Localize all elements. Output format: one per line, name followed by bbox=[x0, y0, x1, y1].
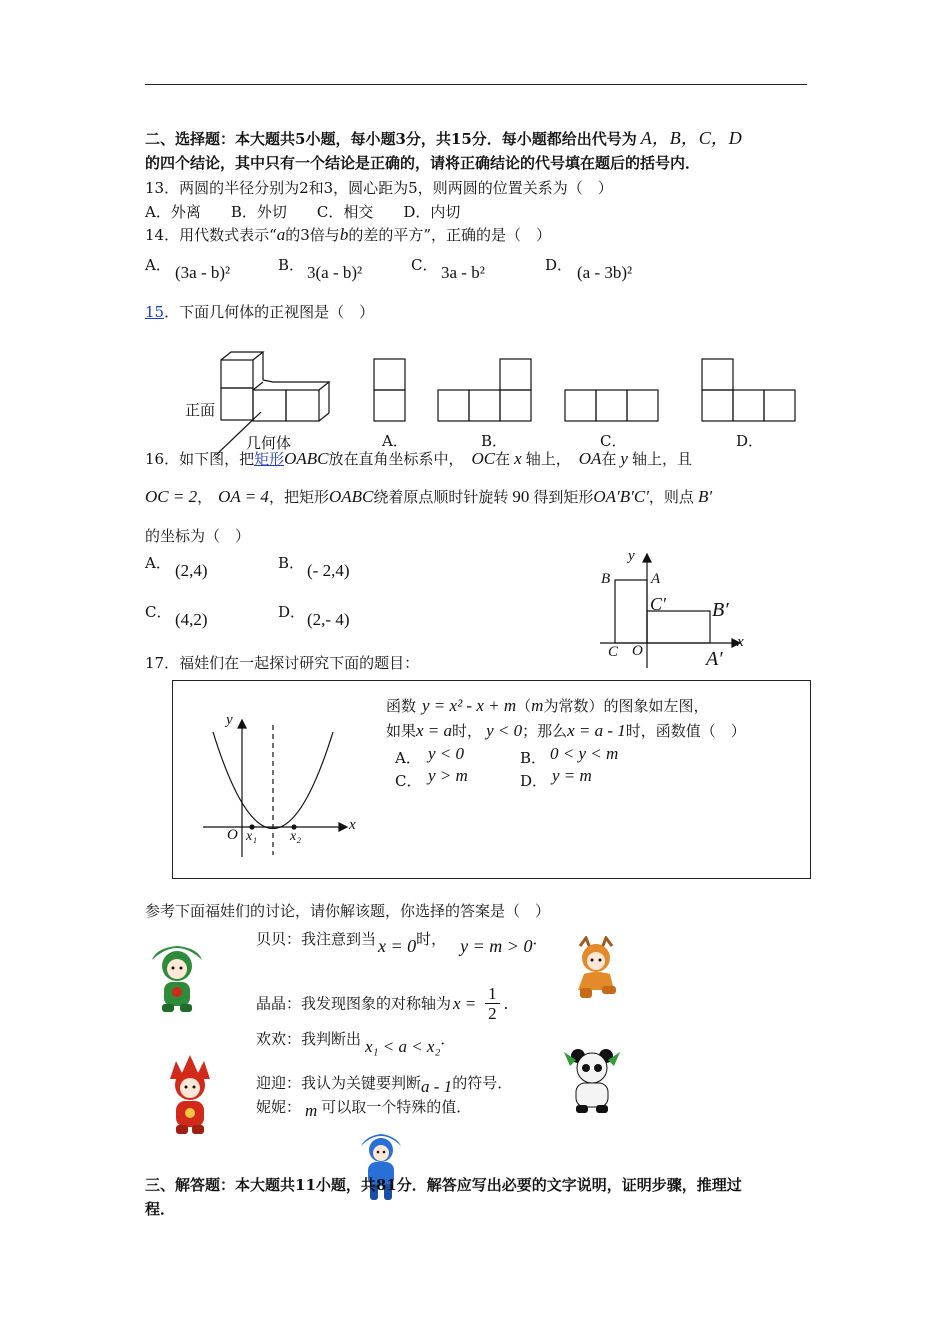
q15-option-d-figure bbox=[702, 359, 733, 390]
yingying-line: 迎迎：我认为关键要判断a - 1的符号． bbox=[256, 1074, 513, 1096]
q16-fig-o: O bbox=[632, 643, 643, 659]
q15-front-label: 正面 bbox=[185, 401, 216, 419]
q16-fig-b-prime: B′ bbox=[712, 599, 729, 621]
q16-b-label: B． bbox=[278, 554, 305, 572]
q14-option-c: 3a - b² bbox=[441, 263, 485, 282]
q15-number-link[interactable]: 15 bbox=[145, 303, 165, 321]
q17-graph-o: O bbox=[227, 827, 238, 843]
q16-option-a: (2,4) bbox=[175, 561, 208, 580]
q17-option-d: y = m bbox=[552, 766, 592, 785]
q17-box-line2: 如果x = a时， y < 0；那么x = a - 1时，函数值（ ） bbox=[386, 721, 746, 740]
q14-option-a-label: A． bbox=[145, 256, 171, 274]
q17-graph-x1: x₁ bbox=[246, 829, 258, 844]
q16-a-label: A． bbox=[145, 554, 171, 572]
q16-option-d: (2,- 4) bbox=[307, 610, 350, 629]
q17-option-a: y < 0 bbox=[428, 744, 465, 763]
nini-line: 妮妮： m 可以取一个特殊的值． bbox=[256, 1098, 472, 1120]
q17-graph-x2: x₂ bbox=[290, 829, 302, 844]
fraction-one-half: $\frac{1}{2}$ bbox=[485, 985, 500, 1024]
section3-heading-line2: 程． bbox=[145, 1200, 176, 1218]
q17-graph-y: y bbox=[226, 712, 233, 728]
q13-options: A．外离 B．外切 C．相交 D．内切 bbox=[145, 203, 461, 221]
q15-option-b-figure bbox=[438, 390, 469, 421]
q16-option-c: (4,2) bbox=[175, 610, 208, 629]
q17-option-b: 0 < y < m bbox=[550, 744, 619, 763]
q14-stem: 14．用代数式表示“a的3倍与b的差的平方”，正确的是（ ） bbox=[145, 225, 551, 244]
q17-prompt: 参考下面福娃们的讨论，请你解该题，你选择的答案是（ ） bbox=[145, 902, 551, 920]
beibei-line: 贝贝：我注意到当 x = 0时， y = m > 0． bbox=[256, 930, 548, 956]
q15-option-c-figure bbox=[565, 390, 596, 421]
q17-graph-x: x bbox=[349, 817, 356, 833]
q16-d-label: D． bbox=[278, 603, 306, 621]
q17-d-label: D． bbox=[520, 772, 548, 790]
q15-c-label: C． bbox=[600, 432, 627, 450]
mascot-beibei-icon bbox=[146, 940, 208, 1018]
q14-option-d-label: D． bbox=[545, 256, 573, 274]
q17-box-line1: 函数 y = x² - x + m（m为常数）的图象如左图， bbox=[386, 696, 709, 715]
q17-a-label: A． bbox=[395, 749, 421, 767]
q16-c-label: C． bbox=[145, 603, 172, 621]
mascot-yingying-icon bbox=[566, 936, 626, 1006]
rectangle-link[interactable]: 矩形 bbox=[254, 450, 285, 468]
q16-fig-x: x bbox=[737, 634, 744, 650]
section2-heading: 二、选择题：本大题共5小题，每小题3分，共15分．每小题都给出代号为 A，B，C，D bbox=[145, 128, 742, 148]
q14-option-a: (3a - b)² bbox=[175, 263, 231, 282]
q16-fig-c: C bbox=[608, 644, 619, 660]
q14-option-c-label: C． bbox=[411, 256, 438, 274]
q16-fig-y: y bbox=[628, 548, 635, 564]
q14-option-b-label: B． bbox=[278, 256, 305, 274]
mascot-nini-icon bbox=[562, 1046, 622, 1116]
q16-fig-a: A bbox=[651, 571, 661, 587]
q16-fig-b: B bbox=[601, 571, 611, 587]
q16-line2: OC = 2， OA = 4，把矩形OABC绕着原点顺时针旋转 90 得到矩形OA′B′C′，则点 B′ bbox=[145, 487, 713, 506]
q14-option-b: 3(a - b)² bbox=[307, 263, 363, 282]
q16-line3: 的坐标为（ ） bbox=[145, 527, 251, 545]
q15-option-a-figure bbox=[374, 359, 405, 390]
q17-b-label: B． bbox=[520, 749, 547, 767]
section2-heading-line2: 的四个结论，其中只有一个结论是正确的，请将正确结论的代号填在题后的括号内． bbox=[145, 154, 701, 172]
jingjing-line: 晶晶：我发现图象的对称轴为 x = $\frac{1}{2}$ ． bbox=[256, 984, 519, 1023]
q17-option-c: y > m bbox=[428, 766, 468, 785]
q17-stem: 17．福娃们在一起探讨研究下面的题目： bbox=[145, 654, 420, 672]
mascot-huanhuan-icon bbox=[160, 1053, 220, 1138]
q16-fig-a-prime: A′ bbox=[706, 648, 723, 670]
section3-heading: 三、解答题：本大题共11小题，共81分．解答应写出必要的文字说明，证明步骤，推理过 bbox=[145, 1176, 742, 1194]
q15-stem: 15．下面几何体的正视图是（ ） bbox=[145, 303, 375, 321]
q15-a-label: A． bbox=[382, 432, 408, 450]
q15-d-label: D． bbox=[736, 432, 764, 450]
q15-solid-label: 几何体 bbox=[246, 434, 292, 452]
q16-option-b: (- 2,4) bbox=[307, 561, 350, 580]
q15-b-label: B． bbox=[481, 432, 508, 450]
q16-fig-c-prime: C′ bbox=[650, 594, 666, 614]
q16-figure bbox=[595, 548, 755, 673]
q13-stem: 13．两圆的半径分别为2和3，圆心距为5，则两圆的位置关系为（ ） bbox=[145, 179, 613, 197]
q14-option-d: (a - 3b)² bbox=[577, 263, 633, 282]
q17-graph bbox=[195, 710, 365, 860]
q16-line1: 16．如下图，把矩形OABC放在直角坐标系中， OC在 x 轴上， OA在 y 轴上，且 bbox=[145, 449, 692, 468]
header-rule bbox=[145, 84, 807, 85]
q17-c-label: C． bbox=[395, 772, 422, 790]
huanhuan-line: 欢欢：我判断出 x₁ < a < x₂． bbox=[256, 1030, 456, 1056]
